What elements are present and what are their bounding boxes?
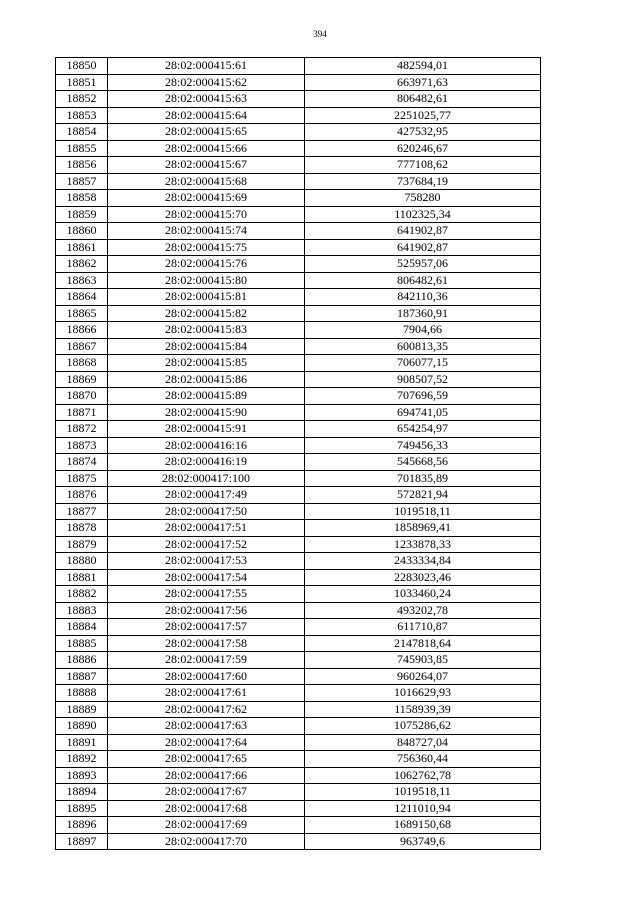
value-cell: 1075286,62	[305, 718, 541, 735]
row-number-cell: 18869	[56, 371, 108, 388]
cadastral-number-cell: 28:02:000417:70	[108, 833, 305, 850]
table-row	[56, 454, 541, 471]
row-number-cell: 18881	[56, 569, 108, 586]
table-row	[56, 355, 541, 372]
table-row	[56, 470, 541, 487]
table-row	[56, 652, 541, 669]
table-row	[56, 437, 541, 454]
value-cell: 706077,15	[305, 355, 541, 372]
value-cell: 1019518,11	[305, 784, 541, 801]
row-number-cell: 18861	[56, 239, 108, 256]
row-number-cell: 18871	[56, 404, 108, 421]
table-row	[56, 536, 541, 553]
table-row	[56, 569, 541, 586]
table-row	[56, 190, 541, 207]
cadastral-number-cell: 28:02:000415:86	[108, 371, 305, 388]
value-cell: 777108,62	[305, 157, 541, 174]
value-cell: 745903,85	[305, 652, 541, 669]
row-number-cell: 18853	[56, 107, 108, 124]
table-row	[56, 223, 541, 240]
table-row	[56, 107, 541, 124]
row-number-cell: 18864	[56, 289, 108, 306]
value-cell: 663971,63	[305, 74, 541, 91]
cadastral-number-cell: 28:02:000415:68	[108, 173, 305, 190]
row-number-cell: 18879	[56, 536, 108, 553]
row-number-cell: 18854	[56, 124, 108, 141]
cadastral-number-cell: 28:02:000415:76	[108, 256, 305, 273]
value-cell: 963749,6	[305, 833, 541, 850]
cadastral-number-cell: 28:02:000417:49	[108, 487, 305, 504]
row-number-cell: 18892	[56, 751, 108, 768]
cadastral-number-cell: 28:02:000417:52	[108, 536, 305, 553]
table-row	[56, 421, 541, 438]
row-number-cell: 18875	[56, 470, 108, 487]
row-number-cell: 18880	[56, 553, 108, 570]
value-cell: 2433334,84	[305, 553, 541, 570]
table-row	[56, 718, 541, 735]
cadastral-number-cell: 28:02:000415:84	[108, 338, 305, 355]
row-number-cell: 18870	[56, 388, 108, 405]
value-cell: 758280	[305, 190, 541, 207]
row-number-cell: 18893	[56, 767, 108, 784]
value-cell: 1016629,93	[305, 685, 541, 702]
cadastral-number-cell: 28:02:000415:65	[108, 124, 305, 141]
cadastral-number-cell: 28:02:000417:50	[108, 503, 305, 520]
cadastral-number-cell: 28:02:000417:69	[108, 817, 305, 834]
value-cell: 493202,78	[305, 602, 541, 619]
cadastral-number-cell: 28:02:000417:58	[108, 635, 305, 652]
cadastral-number-cell: 28:02:000415:69	[108, 190, 305, 207]
cadastral-number-cell: 28:02:000417:63	[108, 718, 305, 735]
value-cell: 7904,66	[305, 322, 541, 339]
value-cell: 545668,56	[305, 454, 541, 471]
row-number-cell: 18852	[56, 91, 108, 108]
cadastral-value-table	[55, 57, 541, 850]
cadastral-number-cell: 28:02:000417:61	[108, 685, 305, 702]
value-cell: 620246,67	[305, 140, 541, 157]
table-row	[56, 685, 541, 702]
cadastral-number-cell: 28:02:000417:57	[108, 619, 305, 636]
table-row	[56, 734, 541, 751]
cadastral-number-cell: 28:02:000415:85	[108, 355, 305, 372]
cadastral-number-cell: 28:02:000415:83	[108, 322, 305, 339]
cadastral-number-cell: 28:02:000417:56	[108, 602, 305, 619]
value-cell: 641902,87	[305, 239, 541, 256]
value-cell: 1233878,33	[305, 536, 541, 553]
table-row	[56, 602, 541, 619]
value-cell: 1689150,68	[305, 817, 541, 834]
cadastral-number-cell: 28:02:000415:61	[108, 58, 305, 75]
table-row	[56, 520, 541, 537]
value-cell: 600813,35	[305, 338, 541, 355]
row-number-cell: 18859	[56, 206, 108, 223]
cadastral-number-cell: 28:02:000417:67	[108, 784, 305, 801]
table-row	[56, 701, 541, 718]
cadastral-number-cell: 28:02:000415:62	[108, 74, 305, 91]
value-cell: 1102325,34	[305, 206, 541, 223]
value-cell: 2251025,77	[305, 107, 541, 124]
row-number-cell: 18868	[56, 355, 108, 372]
value-cell: 707696,59	[305, 388, 541, 405]
row-number-cell: 18862	[56, 256, 108, 273]
row-number-cell: 18897	[56, 833, 108, 850]
value-cell: 1019518,11	[305, 503, 541, 520]
value-cell: 1062762,78	[305, 767, 541, 784]
row-number-cell: 18896	[56, 817, 108, 834]
value-cell: 187360,91	[305, 305, 541, 322]
value-cell: 848727,04	[305, 734, 541, 751]
row-number-cell: 18856	[56, 157, 108, 174]
cadastral-number-cell: 28:02:000415:75	[108, 239, 305, 256]
table-row	[56, 833, 541, 850]
cadastral-number-cell: 28:02:000417:59	[108, 652, 305, 669]
table-row	[56, 586, 541, 603]
row-number-cell: 18877	[56, 503, 108, 520]
value-cell: 482594,01	[305, 58, 541, 75]
row-number-cell: 18878	[56, 520, 108, 537]
cadastral-number-cell: 28:02:000417:68	[108, 800, 305, 817]
cadastral-number-cell: 28:02:000415:63	[108, 91, 305, 108]
table-row	[56, 371, 541, 388]
row-number-cell: 18889	[56, 701, 108, 718]
table-row	[56, 817, 541, 834]
table-row	[56, 206, 541, 223]
table-row	[56, 635, 541, 652]
value-cell: 749456,33	[305, 437, 541, 454]
cadastral-number-cell: 28:02:000417:60	[108, 668, 305, 685]
row-number-cell: 18876	[56, 487, 108, 504]
cadastral-number-cell: 28:02:000415:90	[108, 404, 305, 421]
row-number-cell: 18865	[56, 305, 108, 322]
cadastral-number-cell: 28:02:000417:62	[108, 701, 305, 718]
value-cell: 908507,52	[305, 371, 541, 388]
row-number-cell: 18873	[56, 437, 108, 454]
cadastral-number-cell: 28:02:000415:66	[108, 140, 305, 157]
table-row	[56, 239, 541, 256]
table-row	[56, 404, 541, 421]
cadastral-number-cell: 28:02:000417:54	[108, 569, 305, 586]
value-cell: 2147818,64	[305, 635, 541, 652]
row-number-cell: 18886	[56, 652, 108, 669]
table-row	[56, 256, 541, 273]
value-cell: 756360,44	[305, 751, 541, 768]
table-row	[56, 619, 541, 636]
row-number-cell: 18888	[56, 685, 108, 702]
cadastral-number-cell: 28:02:000417:65	[108, 751, 305, 768]
value-cell: 701835,89	[305, 470, 541, 487]
row-number-cell: 18887	[56, 668, 108, 685]
cadastral-number-cell: 28:02:000415:80	[108, 272, 305, 289]
row-number-cell: 18867	[56, 338, 108, 355]
row-number-cell: 18894	[56, 784, 108, 801]
cadastral-number-cell: 28:02:000417:100	[108, 470, 305, 487]
row-number-cell: 18882	[56, 586, 108, 603]
cadastral-number-cell: 28:02:000415:64	[108, 107, 305, 124]
table-row	[56, 503, 541, 520]
row-number-cell: 18855	[56, 140, 108, 157]
value-cell: 1033460,24	[305, 586, 541, 603]
table-row	[56, 553, 541, 570]
row-number-cell: 18857	[56, 173, 108, 190]
value-cell: 641902,87	[305, 223, 541, 240]
cadastral-number-cell: 28:02:000415:74	[108, 223, 305, 240]
table-row	[56, 784, 541, 801]
row-number-cell: 18850	[56, 58, 108, 75]
table-body	[56, 58, 541, 850]
value-cell: 842110,36	[305, 289, 541, 306]
value-cell: 525957,06	[305, 256, 541, 273]
cadastral-number-cell: 28:02:000417:66	[108, 767, 305, 784]
table-row	[56, 668, 541, 685]
cadastral-number-cell: 28:02:000416:16	[108, 437, 305, 454]
row-number-cell: 18874	[56, 454, 108, 471]
table-row	[56, 338, 541, 355]
table-row	[56, 289, 541, 306]
cadastral-number-cell: 28:02:000415:89	[108, 388, 305, 405]
table-row	[56, 58, 541, 75]
table-row	[56, 487, 541, 504]
table-row	[56, 388, 541, 405]
row-number-cell: 18872	[56, 421, 108, 438]
cadastral-number-cell: 28:02:000417:53	[108, 553, 305, 570]
cadastral-number-cell: 28:02:000415:81	[108, 289, 305, 306]
table-row	[56, 305, 541, 322]
cadastral-number-cell: 28:02:000415:91	[108, 421, 305, 438]
table-row	[56, 91, 541, 108]
row-number-cell: 18891	[56, 734, 108, 751]
cadastral-number-cell: 28:02:000417:55	[108, 586, 305, 603]
page-number: 394	[313, 29, 327, 39]
row-number-cell: 18885	[56, 635, 108, 652]
value-cell: 1211010,94	[305, 800, 541, 817]
row-number-cell: 18863	[56, 272, 108, 289]
table-row	[56, 74, 541, 91]
value-cell: 806482,61	[305, 91, 541, 108]
row-number-cell: 18851	[56, 74, 108, 91]
cadastral-number-cell: 28:02:000415:67	[108, 157, 305, 174]
row-number-cell: 18866	[56, 322, 108, 339]
table-row	[56, 322, 541, 339]
table-row	[56, 751, 541, 768]
table-row	[56, 272, 541, 289]
value-cell: 572821,94	[305, 487, 541, 504]
table-row	[56, 140, 541, 157]
row-number-cell: 18883	[56, 602, 108, 619]
value-cell: 1158939,39	[305, 701, 541, 718]
row-number-cell: 18895	[56, 800, 108, 817]
table-row	[56, 124, 541, 141]
cadastral-number-cell: 28:02:000415:82	[108, 305, 305, 322]
value-cell: 960264,07	[305, 668, 541, 685]
value-cell: 806482,61	[305, 272, 541, 289]
row-number-cell: 18884	[56, 619, 108, 636]
value-cell: 427532,95	[305, 124, 541, 141]
value-cell: 737684,19	[305, 173, 541, 190]
row-number-cell: 18860	[56, 223, 108, 240]
value-cell: 1858969,41	[305, 520, 541, 537]
cadastral-number-cell: 28:02:000417:64	[108, 734, 305, 751]
row-number-cell: 18890	[56, 718, 108, 735]
cadastral-number-cell: 28:02:000415:70	[108, 206, 305, 223]
cadastral-number-cell: 28:02:000417:51	[108, 520, 305, 537]
value-cell: 654254,97	[305, 421, 541, 438]
value-cell: 2283023,46	[305, 569, 541, 586]
cadastral-number-cell: 28:02:000416:19	[108, 454, 305, 471]
value-cell: 694741,05	[305, 404, 541, 421]
row-number-cell: 18858	[56, 190, 108, 207]
table-row	[56, 767, 541, 784]
table-row	[56, 157, 541, 174]
table-row	[56, 800, 541, 817]
table-row	[56, 173, 541, 190]
value-cell: 611710,87	[305, 619, 541, 636]
